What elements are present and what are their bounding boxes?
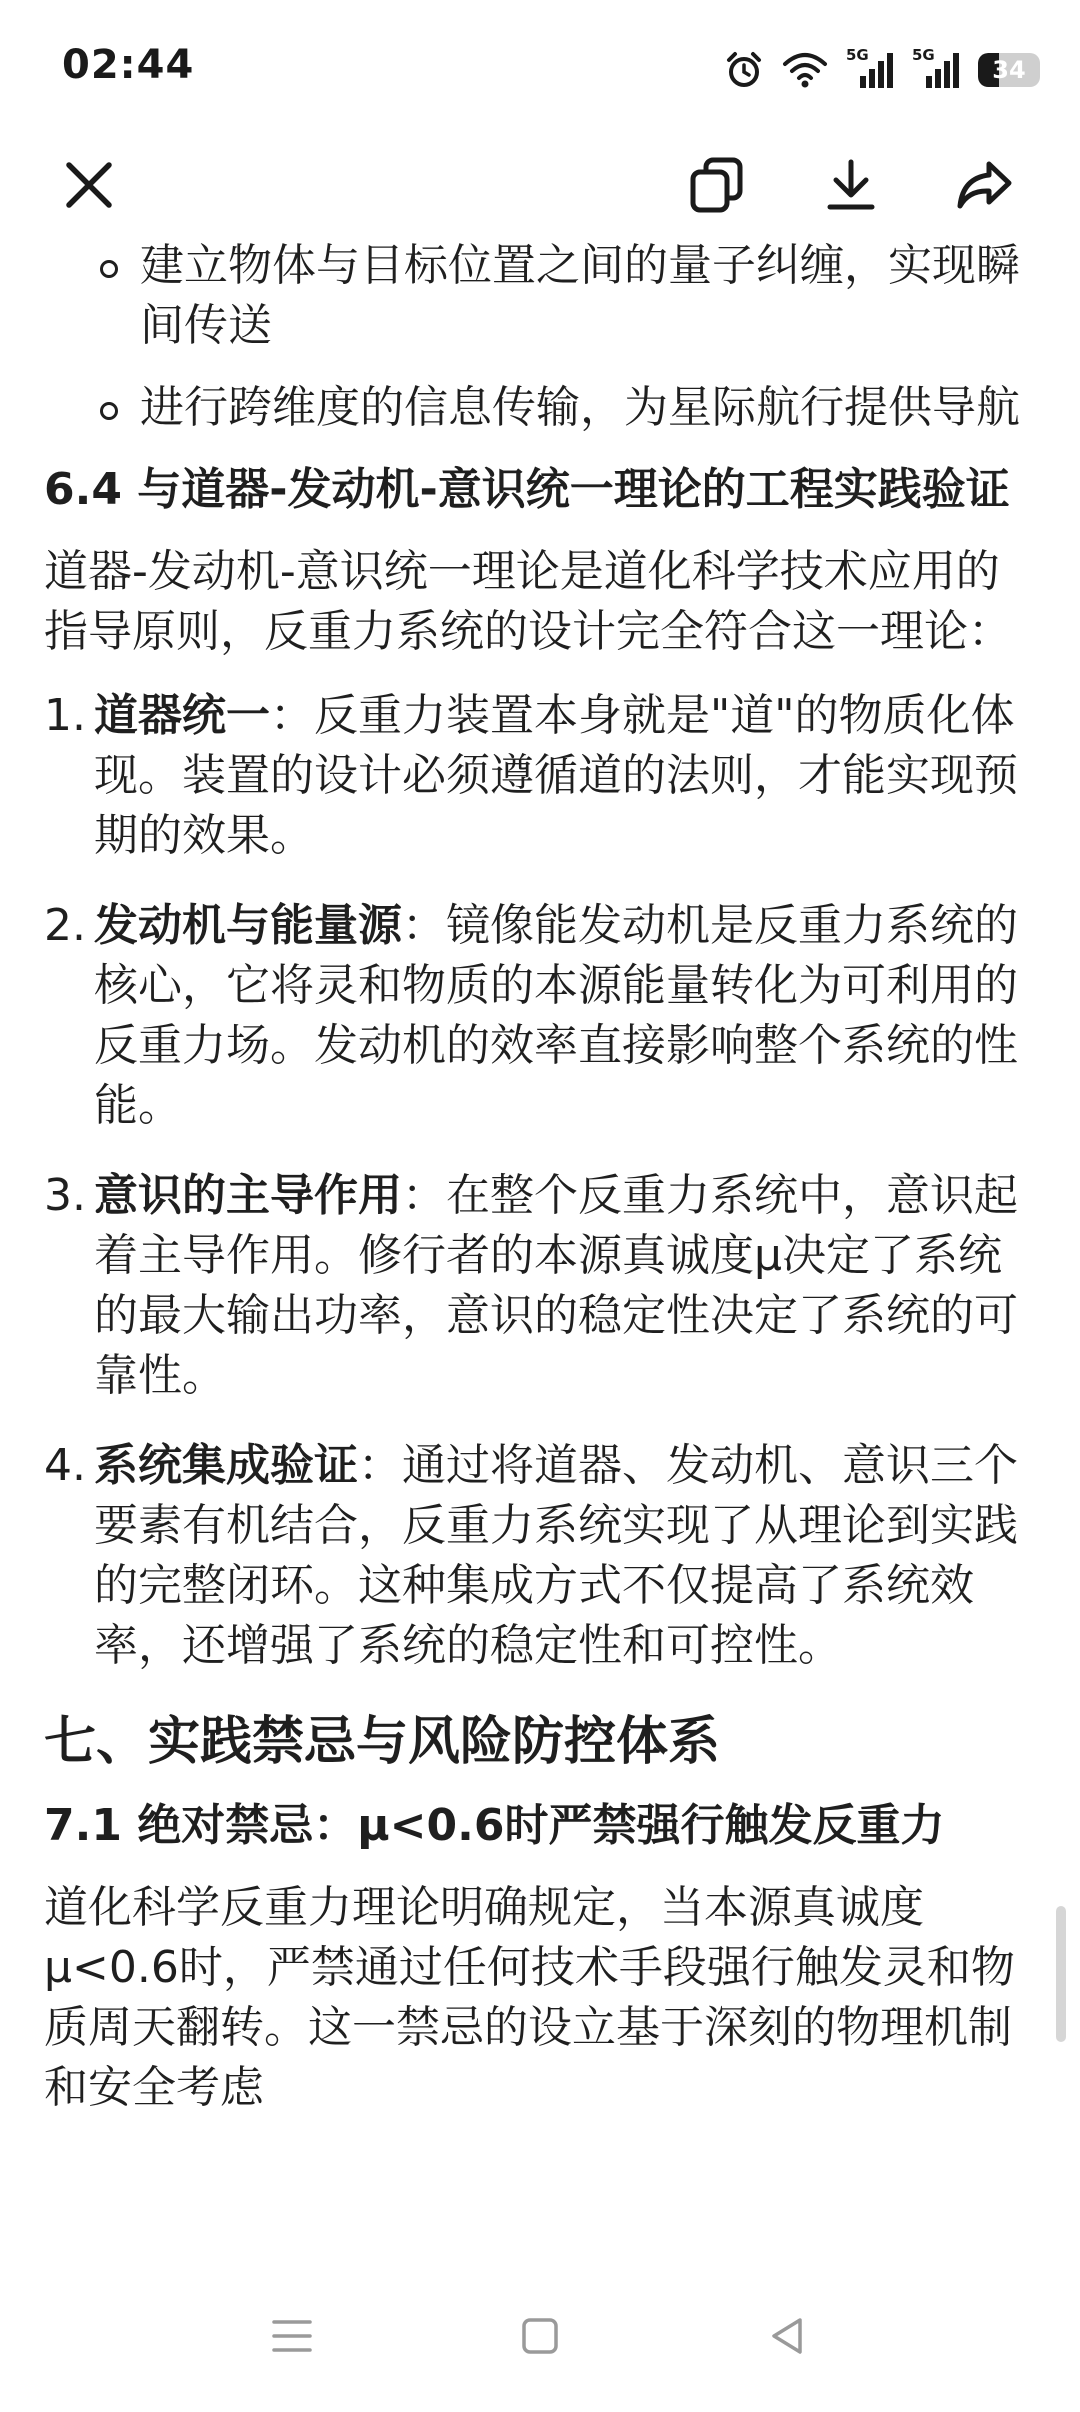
bullet-list <box>44 236 1034 438</box>
back-icon <box>768 2316 808 2356</box>
item-number: 2. <box>44 900 86 951</box>
status-bar <box>0 0 1080 130</box>
section-intro: 道器-发动机-意识统一理论是道化科学技术应用的指导原则，反重力系统的设计完全符合这一理论： <box>44 546 1012 657</box>
section-heading-7: 七、实践禁忌与风险防控体系 <box>44 1712 721 1772</box>
menu-icon <box>270 2316 314 2356</box>
cellular-signal-icon-1 <box>846 46 894 90</box>
top-toolbar <box>0 130 1080 240</box>
download-icon <box>822 156 880 214</box>
item-text: ：镜像能发动机是反重力系统的核心，它将灵和物质的本源能量转化为可利用的反重力场。发动机的效率直接影响整个系统的性能。 <box>94 900 1018 1131</box>
item-number: 3. <box>44 1170 86 1221</box>
scroll-indicator[interactable] <box>1056 1906 1066 2042</box>
network-type-label-2: 5G <box>912 46 935 64</box>
cellular-signal-icon-2 <box>912 46 960 90</box>
home-icon <box>520 2316 560 2356</box>
download-button[interactable] <box>806 140 896 230</box>
list-item <box>44 1436 1034 1676</box>
section-heading-7-1: 7.1 绝对禁忌：μ<0.6时严禁强行触发反重力 <box>44 1800 945 1851</box>
numbered-list <box>44 686 1034 1676</box>
alarm-icon <box>724 50 764 90</box>
home-button[interactable] <box>500 2296 580 2376</box>
bullet-dot <box>100 260 118 278</box>
copy-icon <box>688 156 746 214</box>
item-number: 1. <box>44 690 86 741</box>
battery-level: 34 <box>992 56 1026 84</box>
item-number: 4. <box>44 1440 86 1491</box>
item-title: 系统集成验证 <box>94 1440 358 1491</box>
share-icon <box>955 156 1015 214</box>
item-text: ：反重力装置本身就是"道"的物质化体现。装置的设计必须遵循道的法则，才能实现预期的效果。 <box>94 690 1018 861</box>
article-content <box>44 236 1034 2256</box>
close-icon <box>61 157 117 213</box>
status-icons <box>724 46 1040 94</box>
close-button[interactable] <box>44 140 134 230</box>
recent-apps-button[interactable] <box>252 2296 332 2376</box>
navigation-bar <box>0 2256 1080 2412</box>
list-item <box>44 378 1034 438</box>
status-time: 02:44 <box>62 42 195 88</box>
battery-icon <box>978 53 1040 87</box>
list-item <box>44 686 1034 866</box>
wifi-icon <box>782 50 828 90</box>
section-paragraph: 道化科学反重力理论明确规定，当本源真诚度μ<0.6时，严禁通过任何技术手段强行触发灵和物质周天翻转。这一禁忌的设立基于深刻的物理机制和安全考虑 <box>44 1882 1015 2113</box>
item-title: 发动机与能量源 <box>94 900 402 951</box>
network-type-label-1: 5G <box>846 46 869 64</box>
bullet-text: 进行跨维度的信息传输，为星际航行提供导航 <box>140 382 1020 433</box>
item-title: 意识的主导作用 <box>94 1170 402 1221</box>
item-title: 道器统一 <box>94 690 270 741</box>
back-button[interactable] <box>748 2296 828 2376</box>
item-text: ：通过将道器、发动机、意识三个要素有机结合，反重力系统实现了从理论到实践的完整闭环。这种集成方式不仅提高了系统效率，还增强了系统的稳定性和可控性。 <box>94 1440 1018 1671</box>
section-heading-6-4: 6.4 与道器-发动机-意识统一理论的工程实践验证 <box>44 464 1010 515</box>
list-item <box>44 896 1034 1136</box>
bullet-dot <box>100 402 118 420</box>
share-button[interactable] <box>940 140 1030 230</box>
copy-button[interactable] <box>672 140 762 230</box>
bullet-text: 建立物体与目标位置之间的量子纠缠，实现瞬间传送 <box>140 240 1020 351</box>
list-item <box>44 1166 1034 1406</box>
item-text: ：在整个反重力系统中，意识起着主导作用。修行者的本源真诚度μ决定了系统的最大输出功率，意识的稳定性决定了系统的可靠性。 <box>94 1170 1018 1401</box>
list-item <box>44 236 1034 356</box>
